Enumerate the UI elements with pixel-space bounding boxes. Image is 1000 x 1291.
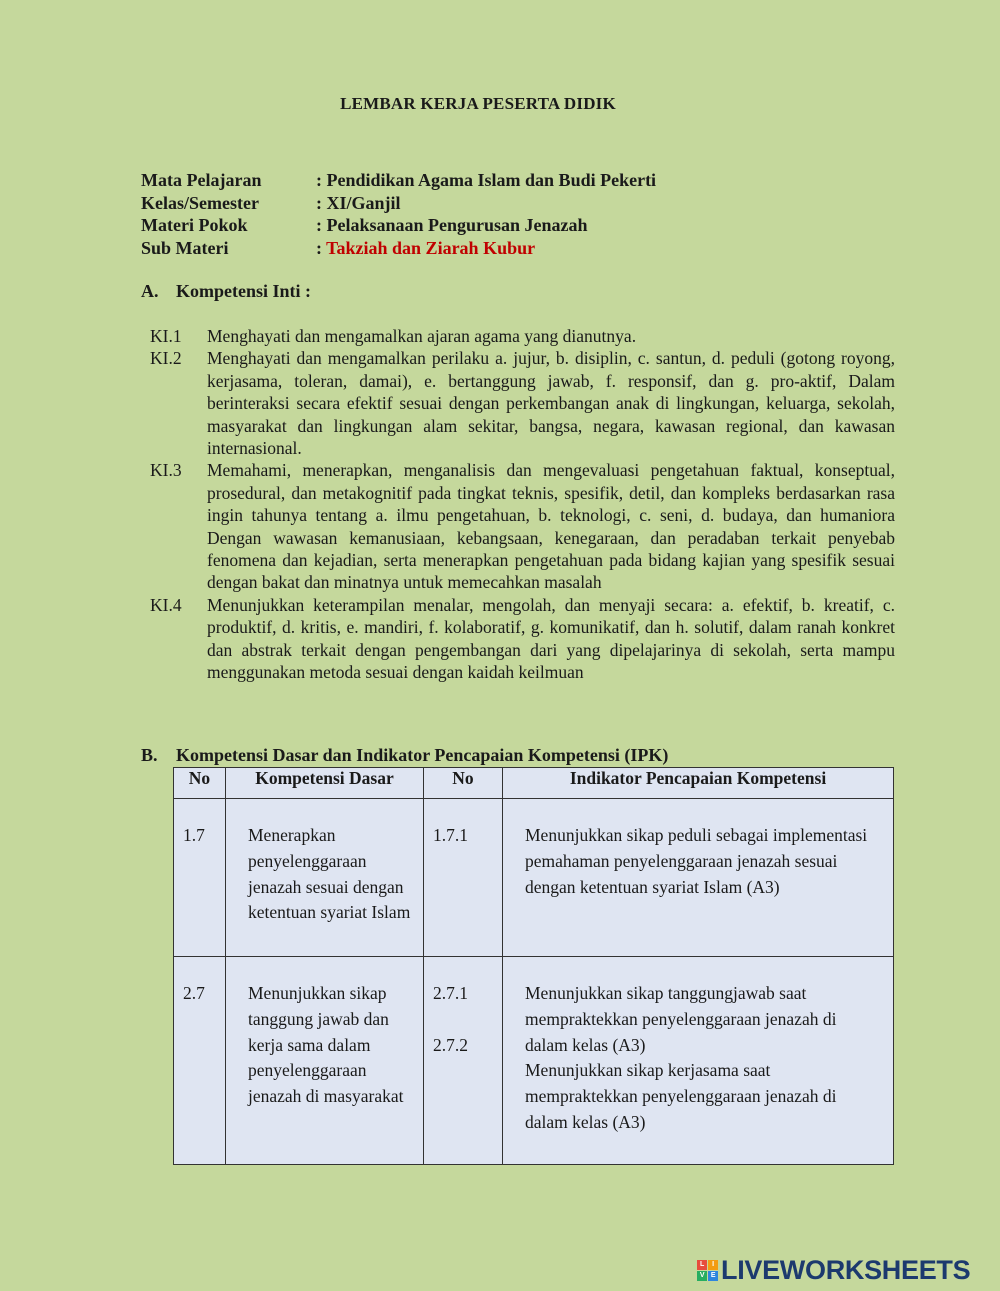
table-cell [503, 957, 894, 1165]
column-header-kd: Kompetensi Dasar [226, 768, 424, 799]
column-header-ipk: Indikator Pencapaian Kompetensi [503, 768, 894, 799]
meta-value: : Pelaksanaan Pengurusan Jenazah [316, 215, 588, 235]
section-title: Kompetensi Inti : [176, 281, 311, 301]
competency-table [173, 767, 894, 1165]
table-header-row [174, 768, 894, 799]
meta-value-highlight: Takziah dan Ziarah Kubur [326, 237, 536, 258]
kd-number: 1.7 [183, 825, 205, 845]
ki-item [150, 347, 895, 459]
table-cell [424, 957, 503, 1165]
ki-number: KI.2 [150, 348, 182, 369]
ki-item [150, 459, 895, 593]
ipk-text: Menunjukkan sikap kerjasama saat mempraktekkan penyelenggaraan jenazah di dalam kelas (A3) [525, 1060, 837, 1132]
ki-item [150, 594, 895, 684]
table-cell [503, 799, 894, 957]
logo-block: I [708, 1260, 718, 1270]
ki-number: KI.1 [150, 326, 182, 346]
ki-text: Menghayati dan mengamalkan perilaku a. jujur, b. disiplin, c. santun, d. peduli (gotong royong, kerjasama, toleran, damai), e. bertanggung jawab, f. responsif, dan g. pro-aktif, Dalam berinteraksi secara efektif sesuai dengan perkembangan anak di lingkungan, keluarga, sekolah, masyarakat dan lingkungan alam sekitar, bangsa, negara, kawasan regional, dan kawasan internasional. [207, 348, 895, 459]
ipk-number-group [424, 957, 502, 1058]
meta-row-subtopic [141, 237, 656, 260]
meta-label: Sub Materi [141, 237, 229, 258]
table-cell [174, 957, 226, 1165]
section-a-heading [141, 281, 311, 302]
section-b-heading [141, 745, 668, 766]
ki-text: Memahami, menerapkan, menganalisis dan mengevaluasi pengetahuan faktual, konseptual, prosedural, dan metakognitif pada tingkat teknis, spesifik, detil, dan kompleks berdasarkan rasa ingin tahunya tentang a. ilmu pengetahuan, b. teknologi, c. seni, d. budaya, dan humaniora Dengan wawasan kemanusiaan, kebangsaan, kenegaraan, dan peradaban terkait penyebab fenomena dan kejadian, serta menerapkan pengetahuan pada bidang kajian yang spesifik sesuai dengan bakat dan minatnya untuk memecahkan masalah [207, 460, 895, 593]
meta-value: : Pendidikan Agama Islam dan Budi Pekerti [316, 170, 657, 190]
ipk-number: 1.7.1 [433, 825, 468, 845]
ki-number: KI.3 [150, 460, 182, 481]
logo-block: L [697, 1260, 707, 1270]
ki-list [150, 325, 895, 684]
meta-colon: : [316, 237, 327, 258]
column-header-no: No [174, 768, 226, 799]
logo-block: V [697, 1271, 707, 1281]
ipk-number: 2.7.2 [433, 1034, 468, 1055]
table-row [174, 957, 894, 1165]
spacer [433, 1007, 502, 1033]
table-row [174, 799, 894, 957]
ki-text: Menunjukkan keterampilan menalar, mengolah, dan menyaji secara: a. efektif, b. kreatif, c. produktif, d. kritis, e. mandiri, f. kolaboratif, g. komunikatif, dan h. solutif, dalam ranah konkret dan abstrak terkait dengan pengembangan dari yang dipelajarinya di sekolah, serta mampu menggunakan metoda sesuai dengan kaidah keilmuan [207, 594, 895, 683]
meta-row-topic [141, 214, 656, 237]
ki-number: KI.4 [150, 594, 182, 615]
table-cell [424, 799, 503, 957]
section-letter: A. [141, 281, 159, 301]
kd-number: 2.7 [183, 983, 205, 1003]
ki-item [150, 325, 895, 347]
ipk-number: 2.7.1 [433, 983, 468, 1003]
page-title: LEMBAR KERJA PESERTA DIDIK [340, 94, 616, 113]
logo-block: E [708, 1271, 718, 1281]
section-title: Kompetensi Dasar dan Indikator Pencapaian Kompetensi (IPK) [176, 745, 669, 765]
logo-blocks-icon [697, 1260, 718, 1281]
kd-text: Menerapkan penyelenggaraan jenazah sesuai dengan ketentuan syariat Islam [248, 825, 411, 923]
table-cell [174, 799, 226, 957]
ki-text: Menghayati dan mengamalkan ajaran agama yang dianutnya. [207, 326, 637, 346]
meta-label: Mata Pelajaran [141, 170, 262, 190]
kd-text: Menunjukkan sikap tanggung jawab dan kerja sama dalam penyelenggaraan jenazah di masyarakat [248, 983, 404, 1107]
ipk-text: Menunjukkan sikap peduli sebagai implementasi pemahaman penyelenggaraan jenazah sesuai dengan ketentuan syariat Islam (A3) [525, 825, 868, 897]
meta-label: Kelas/Semester [141, 192, 259, 213]
meta-row-class [141, 192, 656, 215]
ipk-text-group [503, 957, 893, 1136]
section-letter: B. [141, 745, 158, 765]
column-header-ipk-no: No [424, 768, 503, 799]
meta-info [141, 169, 656, 259]
table-cell [226, 957, 424, 1165]
logo-text: LIVEWORKSHEETS [721, 1254, 971, 1285]
meta-value: : XI/Ganjil [316, 192, 401, 213]
liveworksheets-logo[interactable] [697, 1255, 970, 1285]
ipk-text: Menunjukkan sikap tanggungjawab saat mempraktekkan penyelenggaraan jenazah di dalam kelas (A3) [525, 983, 837, 1055]
table-cell [226, 799, 424, 957]
meta-row-subject [141, 169, 656, 192]
meta-label: Materi Pokok [141, 215, 248, 235]
